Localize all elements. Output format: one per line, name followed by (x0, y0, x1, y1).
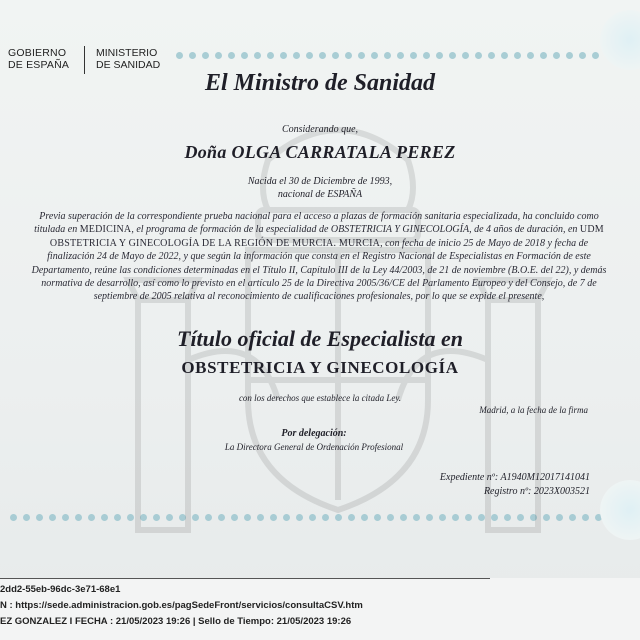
body-part-1: Previa superación de la correspondiente prueba nacional para el acceso a plazas de formación sanitaria especializada, ha concluido como titulada en (34, 211, 599, 236)
border-dot (215, 52, 222, 59)
verification-url[interactable]: N : https://sede.administracion.gob.es/pagSedeFront/servicios/consultaCSV.htm (0, 600, 363, 611)
gov-line-2: DE ESPAÑA (8, 59, 70, 71)
border-dot (358, 52, 365, 59)
border-dot (540, 52, 547, 59)
border-dot (49, 514, 56, 521)
ministry-of-health-logo (96, 47, 160, 71)
border-dot (566, 52, 573, 59)
border-dot (36, 514, 43, 521)
border-dot (410, 52, 417, 59)
certificate-title: El Ministro de Sanidad (204, 70, 436, 96)
border-dot (280, 52, 287, 59)
ministry-line-2: DE SANIDAD (96, 59, 161, 71)
border-dot (397, 52, 404, 59)
rights-text: con los derechos que establece la citada Ley. (238, 393, 402, 403)
border-dot (267, 52, 274, 59)
border-dot (527, 52, 534, 59)
birth-date: Nacida el 30 de Diciembre de 1993, (247, 176, 393, 187)
border-dot (88, 514, 95, 521)
border-dot (101, 514, 108, 521)
border-dot (488, 52, 495, 59)
director-title: La Directora General de Ordenación Profesional (224, 442, 404, 452)
border-dot (306, 52, 313, 59)
border-dot (462, 52, 469, 59)
certificate-body (30, 210, 608, 304)
border-dot (202, 52, 209, 59)
holder-name: Doña OLGA CARRATALA PEREZ (184, 142, 456, 162)
body-degree: MEDICINA (79, 224, 132, 236)
border-dot (176, 52, 183, 59)
border-dot (449, 52, 456, 59)
border-dot (332, 52, 339, 59)
border-dot (475, 52, 482, 59)
border-dot (75, 514, 82, 521)
nationality: nacional de ESPAÑA (277, 189, 363, 200)
body-training-unit: UDM OBSTETRICIA Y GINECOLOGÍA DE LA REGIÓN DE MURCIA. MURCIA (49, 224, 604, 249)
government-of-spain-logo (8, 47, 69, 71)
expediente-number: Expediente nº: A1940M12017141041 (439, 472, 590, 483)
border-dot (582, 514, 589, 521)
ministry-line-1: MINISTERIO (96, 47, 158, 59)
file-numbers (440, 471, 590, 499)
border-dot (514, 52, 521, 59)
border-dot (293, 52, 300, 59)
top-dotted-border (176, 46, 616, 60)
body-part-2: , el programa de formación de la especialidad de OBSTETRICIA Y GINECOLOGÍA, de 4 años de duración, en (131, 224, 580, 236)
csv-code: 2dd2-55eb-96dc-3e71-68e1 (0, 584, 121, 595)
border-dot (62, 514, 69, 521)
border-dot (228, 52, 235, 59)
place-and-date: Madrid, a la fecha de la firma (479, 405, 588, 415)
specialty-name: OBSTETRICIA Y GINECOLOGÍA (181, 358, 459, 377)
gov-line-1: GOBIERNO (8, 47, 67, 59)
signature-timestamp: EZ GONZALEZ I FECHA : 21/05/2023 19:26 | Sello de Tiempo: 21/05/2023 19:26 (0, 616, 352, 627)
border-dot (553, 52, 560, 59)
border-dot (241, 52, 248, 59)
border-dot (345, 52, 352, 59)
border-dot (592, 52, 599, 59)
official-title-heading: Título oficial de Especialista en (177, 326, 463, 351)
border-dot (319, 52, 326, 59)
border-dot (569, 514, 576, 521)
registro-number: Registro nº: 2023X003521 (483, 486, 590, 497)
border-dot (579, 52, 586, 59)
border-dot (254, 52, 261, 59)
border-dot (436, 52, 443, 59)
border-dot (384, 52, 391, 59)
border-dot (189, 52, 196, 59)
border-dot (10, 514, 17, 521)
border-dot (23, 514, 30, 521)
border-dot (423, 52, 430, 59)
delegation-label: Por delegación: (281, 428, 347, 439)
border-dot (371, 52, 378, 59)
verification-footer (0, 578, 640, 640)
footer-rule (0, 578, 490, 579)
body-part-3: , con fecha de inicio 25 de Mayo de 2018 y fecha de finalización 24 de Mayo de 2022, y que según la información que consta en el Registro Nacional de Especialistas en Formación de este Departamento, reúne las condiciones determinadas en el Título II, Capítulo III de la Ley 44/2003, de 21 de noviembre (B.O.E. del 22), y demás normativa de desarrollo, así como lo previsto en el artículo 25 de la Directiva 2005/36/CE del Parlamento Europeo y del Consejo, de 7 de septiembre de 2005 relativa al reconocimiento de cualificaciones profesionales, por lo que se expide el presente, (31, 237, 607, 303)
border-dot (501, 52, 508, 59)
considering-text: Considerando que, (281, 124, 359, 135)
